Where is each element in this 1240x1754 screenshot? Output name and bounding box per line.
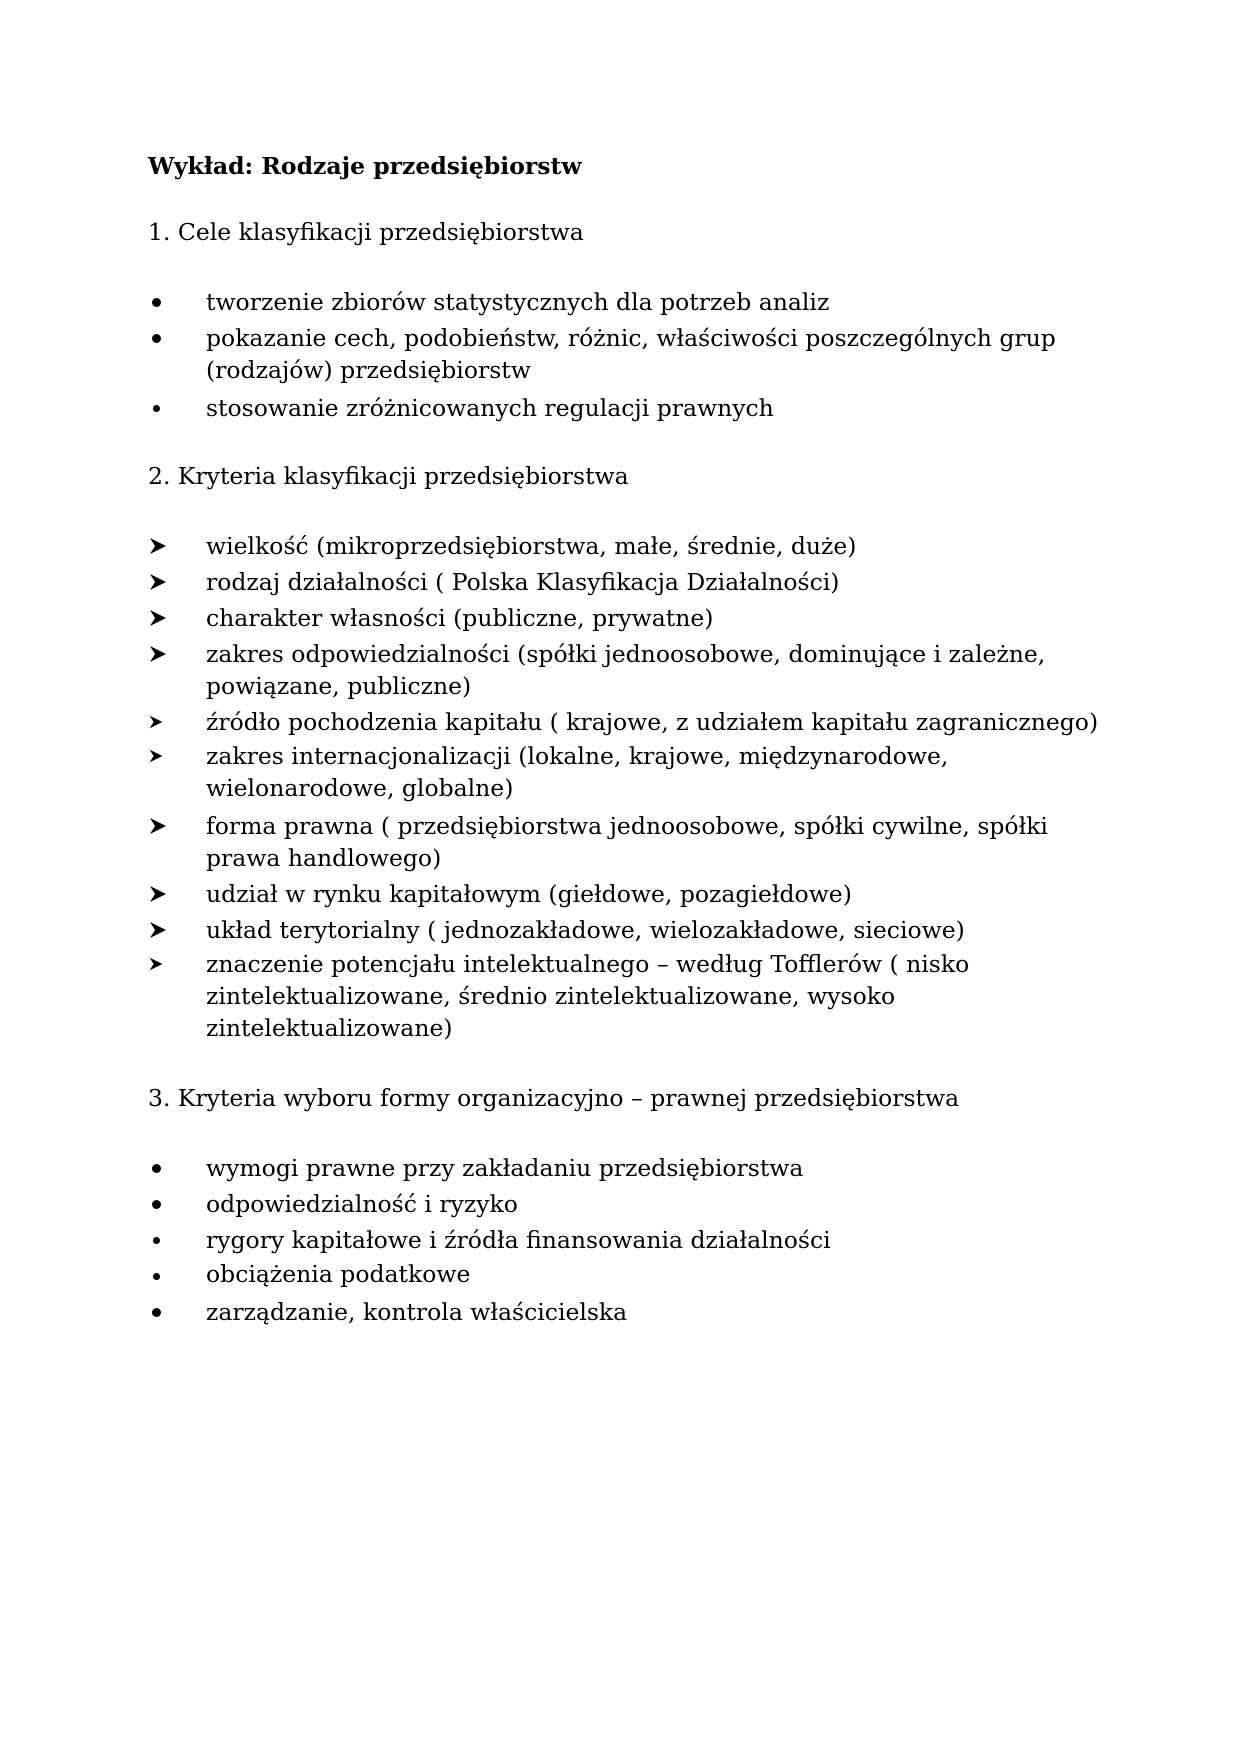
bullet-icon: [148, 1224, 172, 1256]
arrow-bullet-icon: [148, 566, 172, 598]
arrow-bullet-icon: [148, 914, 172, 946]
arrow-bullet-icon: [148, 948, 172, 980]
list-item: charakter własności (publiczne, prywatne): [206, 604, 714, 632]
arrow-bullet-icon: [148, 740, 172, 772]
list-item: zakres internacjonalizacji (lokalne, krajowe, międzynarodowe, wielonarodowe, globalne): [206, 742, 949, 802]
bullet-icon: [148, 1296, 172, 1328]
list-item: odpowiedzialność i ryzyko: [206, 1190, 518, 1218]
list-item: zakres odpowiedzialności (spółki jednoosobowe, dominujące i zależne, powiązane, publiczne): [206, 640, 1046, 700]
list-item: obciążenia podatkowe: [206, 1260, 471, 1288]
bullet-icon: [148, 392, 172, 424]
bullet-icon: [148, 1260, 172, 1292]
list-item: forma prawna ( przedsiębiorstwa jednoosobowe, spółki cywilne, spółki prawa handlowego): [206, 812, 1048, 872]
arrow-bullet-icon: [148, 530, 172, 562]
list-item: stosowanie zróżnicowanych regulacji prawnych: [206, 394, 774, 422]
arrow-bullet-icon: [148, 810, 172, 842]
arrow-bullet-icon: [148, 638, 172, 670]
arrow-bullet-icon: [148, 706, 172, 738]
list-item: tworzenie zbiorów statystycznych dla potrzeb analiz: [206, 288, 830, 316]
list-item: rodzaj działalności ( Polska Klasyfikacja Działalności): [206, 568, 840, 596]
bullet-icon: [148, 322, 172, 354]
arrow-bullet-icon: [148, 878, 172, 910]
list-item: układ terytorialny ( jednozakładowe, wielozakładowe, sieciowe): [206, 916, 965, 944]
list-item: znaczenie potencjału intelektualnego – według Tofflerów ( nisko zintelektualizowane, średnio zintelektualizowane, wysoko zintelektualizowane): [206, 950, 970, 1042]
list-item: udział w rynku kapitałowym (giełdowe, pozagiełdowe): [206, 880, 852, 908]
bullet-icon: [148, 1188, 172, 1220]
list-item: wymogi prawne przy zakładaniu przedsiębiorstwa: [206, 1154, 804, 1182]
bullet-icon: [148, 1152, 172, 1184]
list-item: źródło pochodzenia kapitału ( krajowe, z udziałem kapitału zagranicznego): [206, 708, 1099, 736]
list-item: wielkość (mikroprzedsiębiorstwa, małe, średnie, duże): [206, 532, 857, 560]
section-heading-2: 2. Kryteria klasyfikacji przedsiębiorstwa: [148, 462, 629, 490]
list-item: zarządzanie, kontrola właścicielska: [206, 1298, 628, 1326]
section-heading-3: 3. Kryteria wyboru formy organizacyjno – prawnej przedsiębiorstwa: [148, 1084, 960, 1112]
document-title: Wykład: Rodzaje przedsiębiorstw: [148, 152, 582, 180]
section-heading-1: 1. Cele klasyfikacji przedsiębiorstwa: [148, 218, 584, 246]
list-item: pokazanie cech, podobieństw, różnic, właściwości poszczególnych grup (rodzajów) przedsiębiorstw: [206, 324, 1056, 384]
list-item: rygory kapitałowe i źródła finansowania działalności: [206, 1226, 831, 1254]
bullet-icon: [148, 286, 172, 318]
arrow-bullet-icon: [148, 602, 172, 634]
